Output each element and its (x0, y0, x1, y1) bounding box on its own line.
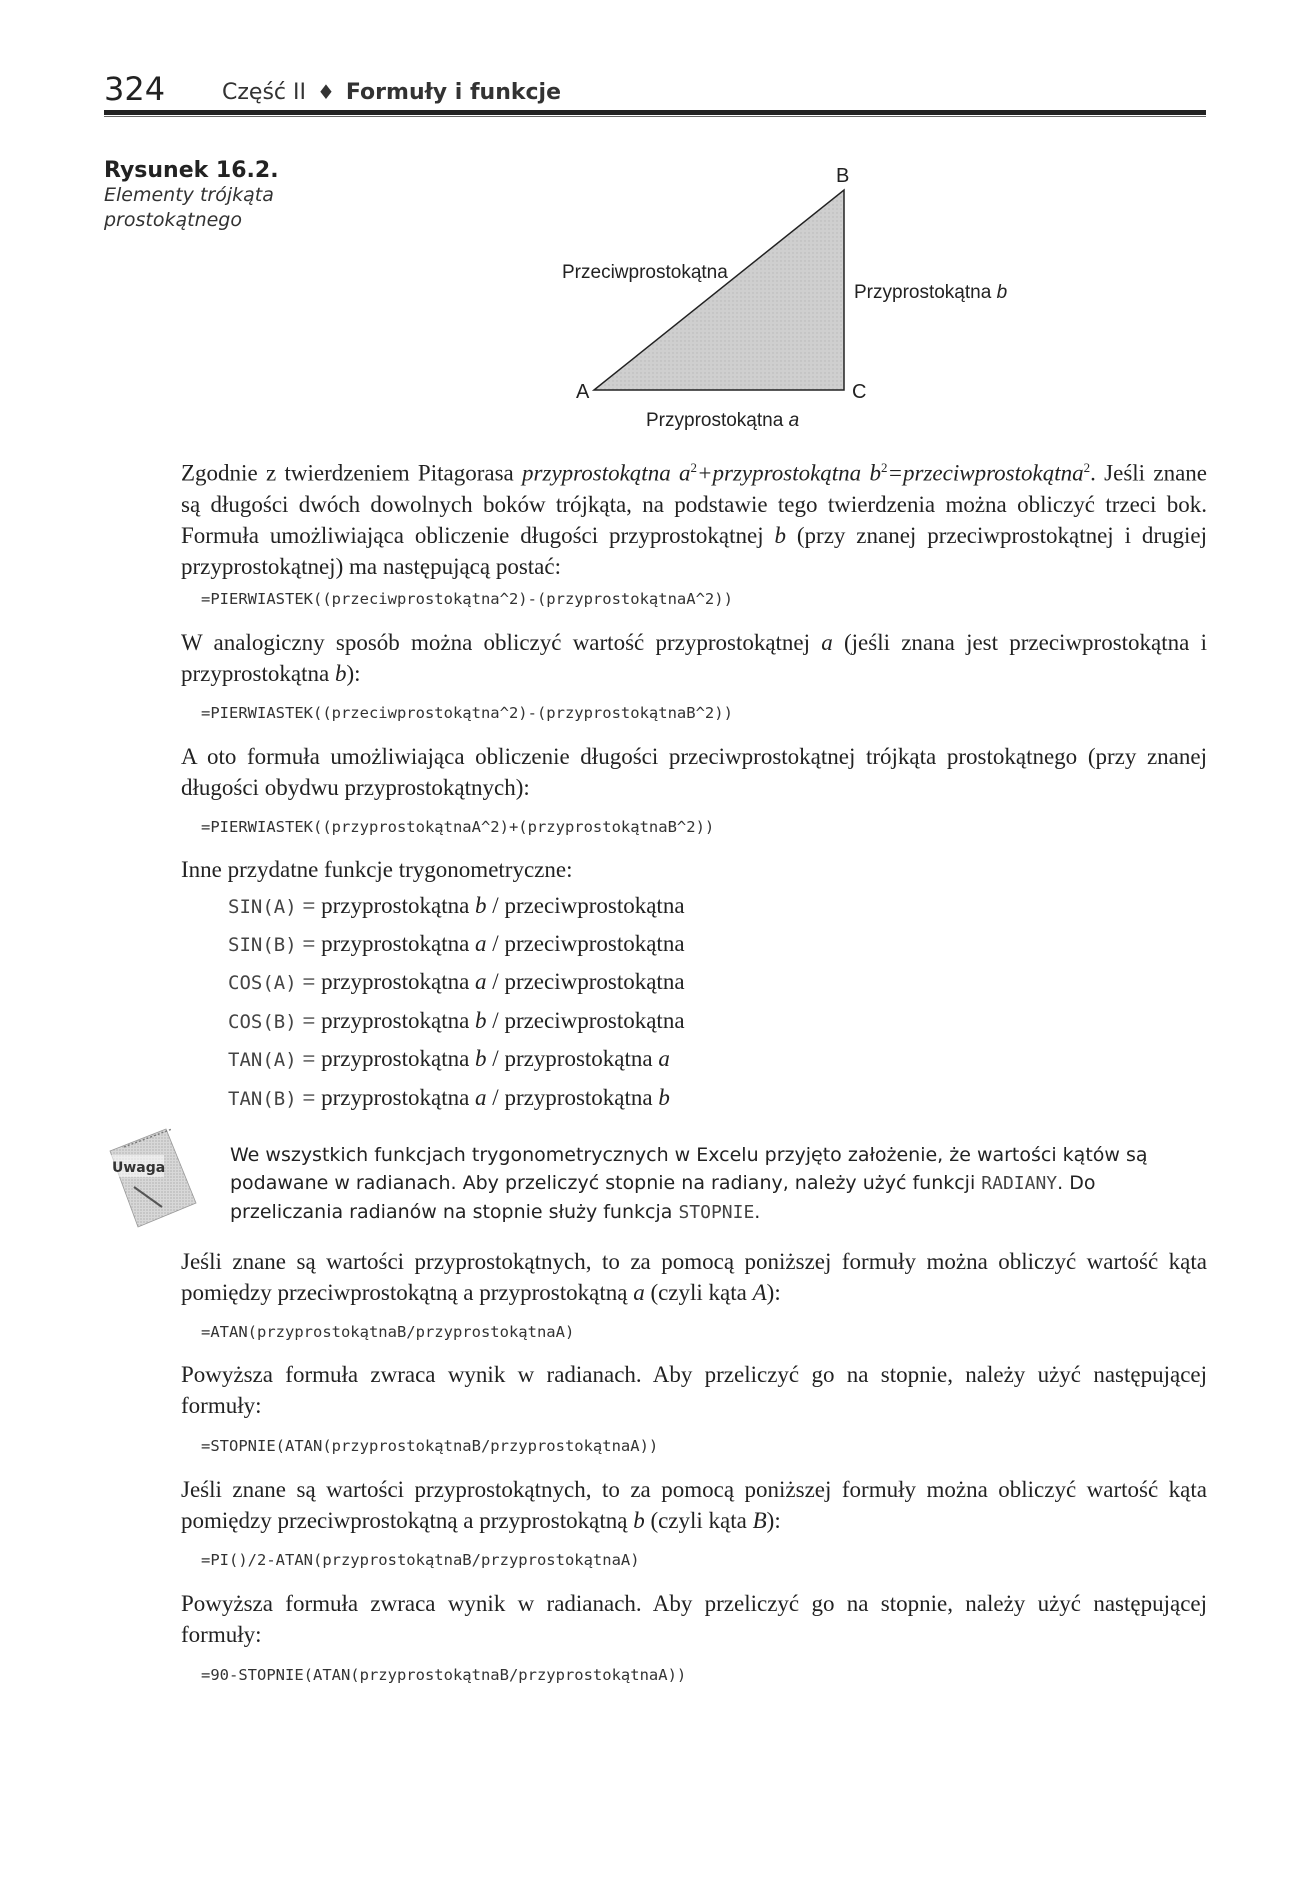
trig-row: TAN(B) = przyprostokątna a / przyprostokątna b (228, 1085, 670, 1110)
trig-row: SIN(B) = przyprostokątna a / przeciwprostokątna (228, 931, 685, 956)
chapter-title: Formuły i funkcje (345, 80, 562, 105)
paragraph-radians-1: Powyższa formuła zwraca wynik w radianach. Aby przeliczyć go na stopnie, należy użyć następującej formuły: (181, 1362, 1207, 1418)
function-radiany: RADIANY (981, 1173, 1058, 1194)
header-rule-thin (104, 116, 1206, 117)
figure-caption (104, 158, 324, 233)
page-number: 324 (104, 70, 166, 108)
function-stopnie: STOPNIE (678, 1202, 755, 1223)
paragraph-pythagoras: Zgodnie z twierdzeniem Pitagorasa przyprostokątna $a^2+przyprostokątna$ $b^2=przeciwprostokątna^2$. Jeśli znane są długości dwóch dowolnych boków trójkąta, na podstawie tego twierdzenia można obliczyć trzeci bok. Formuła umożliwiająca obliczenie długości przyprostokątnej b (przy znanej przeciwprostokątnej i drugiej przyprostokątnej) ma następującą postać: (181, 460, 1207, 579)
formula-4: =ATAN(przyprostokątnaB/przyprostokątnaA) (201, 1323, 575, 1341)
paragraph-trig-intro: Inne przydatne funkcje trygonometryczne: (181, 857, 573, 882)
side-a-label: Przyprostokątna a (646, 410, 800, 431)
formula-7: =90-STOPNIE(ATAN(przyprostokątnaB/przyprostokątnaA)) (201, 1666, 687, 1684)
svg-text:Uwaga: Uwaga (112, 1160, 166, 1176)
hypotenuse-label: Przeciwprostokątna (562, 262, 728, 283)
formula-2: =PIERWIASTEK((przeciwprostokątna^2)-(przyprostokątnaB^2)) (201, 704, 733, 722)
formula-6: =PI()/2-ATAN(przyprostokątnaB/przyprostokątnaA) (201, 1551, 640, 1569)
side-b-label: Przyprostokątna b (854, 282, 1008, 303)
paragraph-angle-b: Jeśli znane są wartości przyprostokątnych, to za pomocą poniższej formuły można obliczyć wartość kąta pomiędzy przeciwprostokątną a przyprostokątną b (czyli kąta B): (181, 1477, 1207, 1533)
trig-row: COS(A) = przyprostokątna a / przeciwprostokątna (228, 969, 685, 994)
right-triangle-diagram (540, 160, 1060, 440)
page-header (104, 70, 1206, 110)
formula-1: =PIERWIASTEK((przeciwprostokątna^2)-(przyprostokątnaA^2)) (201, 590, 733, 608)
vertex-b-label: B (836, 165, 850, 187)
note-text: We wszystkich funkcjach trygonometrycznych w Excelu przyjęto założenie, że wartości kątów są podawane w radianach. Aby przeliczyć stopnie na radiany, należy użyć funkcji RADIANY. Do przeliczania radianów na stopnie służy funkcja STOPNIE. (230, 1144, 1148, 1223)
trig-row: SIN(A) = przyprostokątna b / przeciwprostokątna (228, 893, 685, 918)
trig-row: TAN(A) = przyprostokątna b / przyprostokątna a (228, 1046, 670, 1071)
paragraph-radians-2: Powyższa formuła zwraca wynik w radianach. Aby przeliczyć go na stopnie, należy użyć następującej formuły: (181, 1591, 1207, 1647)
vertex-c-label: C (852, 381, 867, 403)
running-head (222, 80, 561, 105)
paragraph-hypotenuse: A oto formuła umożliwiająca obliczenie długości przeciwprostokątnej trójkąta prostokątnego (przy znanej długości obydwu przyprostokątnych): (181, 744, 1207, 800)
paragraph-angle-a: Jeśli znane są wartości przyprostokątnych, to za pomocą poniższej formuły można obliczyć wartość kąta pomiędzy przeciwprostokątną a przyprostokątną a (czyli kąta A): (181, 1249, 1207, 1305)
note-paper-icon (104, 1125, 200, 1231)
formula-5: =STOPNIE(ATAN(przyprostokątnaB/przyprostokątnaA)) (201, 1437, 659, 1455)
figure-description: Elementy trójkąta prostokątnego (104, 184, 274, 231)
diamond-icon: ♦ (316, 80, 335, 104)
figure-title: Rysunek 16.2. (104, 158, 279, 183)
formula-3: =PIERWIASTEK((przyprostokątnaA^2)+(przyprostokątnaB^2)) (201, 818, 715, 836)
vertex-a-label: A (576, 381, 590, 403)
trig-row: COS(B) = przyprostokątna b / przeciwprostokątna (228, 1008, 685, 1033)
part-label: Część II (222, 80, 306, 105)
paragraph-side-a: W analogiczny sposób można obliczyć wartość przyprostokątnej a (jeśli znana jest przeciwprostokątna i przyprostokątna b): (181, 630, 1207, 686)
triangle-shape (594, 190, 844, 390)
header-rule (104, 110, 1206, 115)
